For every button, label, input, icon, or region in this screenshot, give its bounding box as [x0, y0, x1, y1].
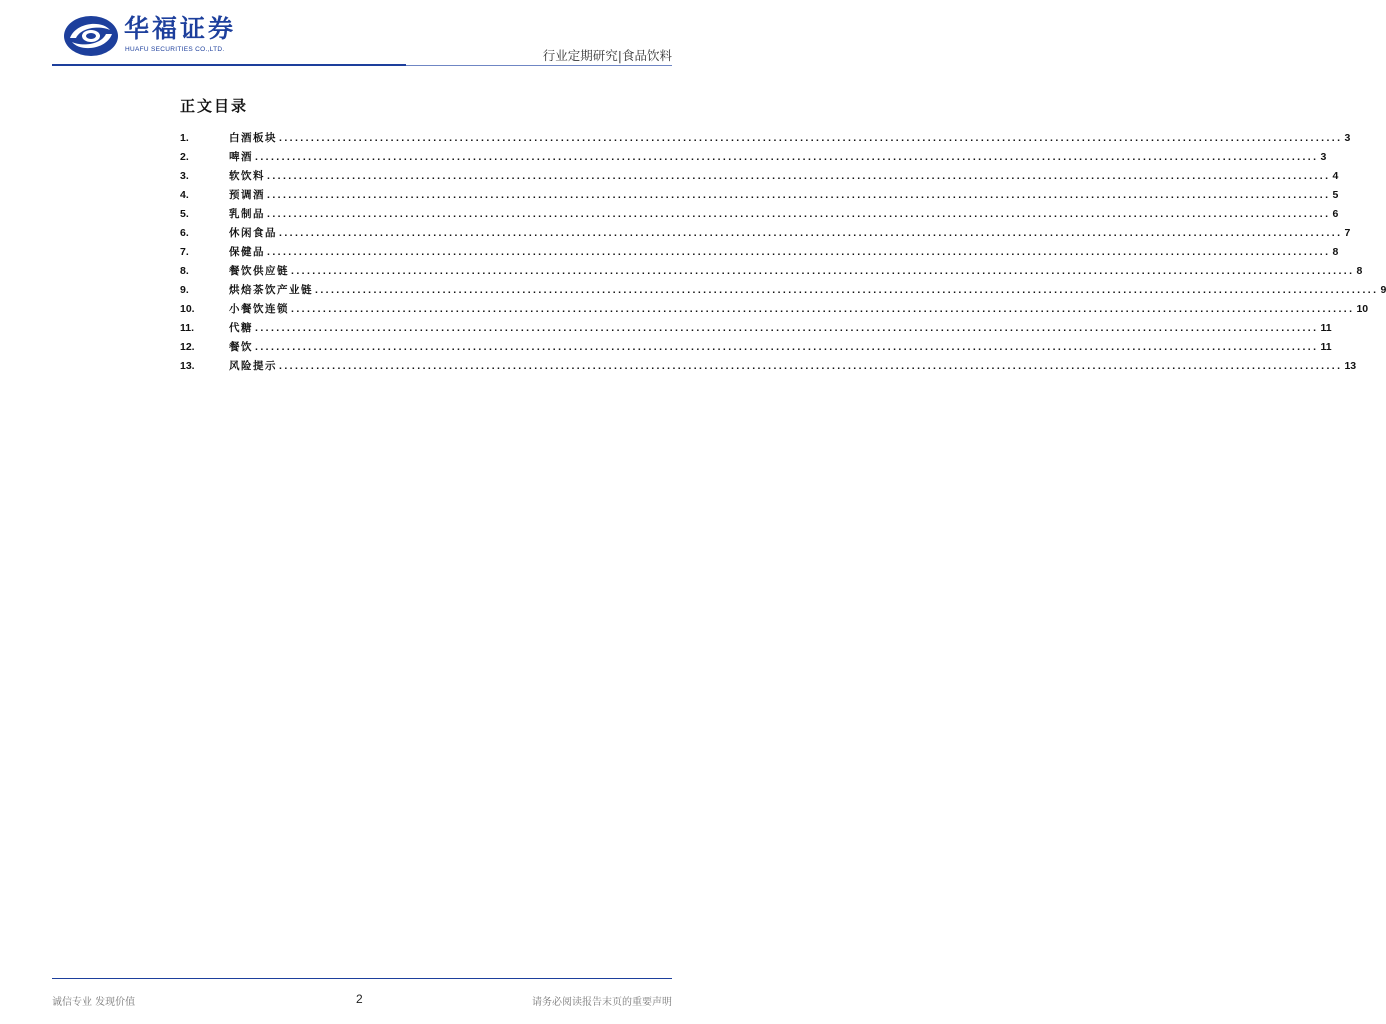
toc-entry-page: 10	[1356, 303, 1369, 315]
toc-entry-label: 保健品	[229, 246, 265, 258]
toc-entry-label: 风险提示	[229, 360, 277, 372]
toc-entry-label: 白酒板块	[229, 132, 277, 144]
page-header	[0, 0, 724, 70]
toc-entry[interactable]	[180, 167, 1339, 186]
toc-entry[interactable]	[180, 338, 1332, 357]
toc-entry-number: 1.	[180, 132, 189, 144]
toc-entry[interactable]	[180, 357, 1357, 376]
toc-entry-page: 8	[1356, 265, 1363, 277]
toc-entry-label: 代糖	[229, 322, 253, 334]
toc-entry[interactable]	[180, 224, 1351, 243]
toc-list	[180, 129, 1386, 376]
toc-entry-label: 餐饮	[229, 341, 253, 353]
toc-entry-page: 5	[1332, 189, 1339, 201]
toc-entry-page: 7	[1344, 227, 1351, 239]
toc-dot-leader: ........................................................................................................................................................................................................	[267, 246, 1331, 258]
toc-dot-leader: ........................................................................................................................................................................................................	[255, 151, 1319, 163]
logo-english-name: HUAFU SECURITIES CO.,LTD.	[125, 46, 225, 53]
toc-entry-page: 11	[1320, 341, 1332, 353]
table-of-contents	[180, 96, 1386, 376]
toc-entry-page: 8	[1332, 246, 1339, 258]
toc-dot-leader: ........................................................................................................................................................................................................	[255, 341, 1319, 353]
logo-chinese-name: 华福证券	[124, 14, 237, 43]
toc-entry-number: 13.	[180, 360, 195, 372]
toc-entry-number: 3.	[180, 170, 189, 182]
toc-entry-number: 11.	[180, 322, 195, 334]
toc-entry-number: 8.	[180, 265, 189, 277]
report-type: 行业定期研究|食品饮料	[542, 48, 672, 63]
toc-dot-leader: ........................................................................................................................................................................................................	[267, 189, 1331, 201]
toc-entry-number: 6.	[180, 227, 189, 239]
toc-entry-page: 6	[1332, 208, 1339, 220]
toc-entry-label: 烘焙茶饮产业链	[229, 284, 313, 296]
toc-dot-leader: ........................................................................................................................................................................................................	[291, 265, 1355, 277]
toc-entry-number: 10.	[180, 303, 195, 315]
huafu-logo-icon	[62, 14, 120, 58]
toc-entry[interactable]	[180, 186, 1339, 205]
toc-entry-number: 4.	[180, 189, 189, 201]
toc-entry-page: 3	[1344, 132, 1351, 144]
toc-dot-leader: ........................................................................................................................................................................................................	[279, 132, 1343, 144]
toc-entry-page: 4	[1332, 170, 1339, 182]
toc-entry-label: 乳制品	[229, 208, 265, 220]
footer-slogan: 诚信专业 发现价值	[52, 997, 136, 1008]
toc-dot-leader: ........................................................................................................................................................................................................	[267, 170, 1331, 182]
toc-dot-leader: ........................................................................................................................................................................................................	[279, 360, 1343, 372]
toc-entry-number: 7.	[180, 246, 189, 258]
toc-entry-label: 预调酒	[229, 189, 265, 201]
toc-entry-page: 13	[1344, 360, 1357, 372]
toc-entry[interactable]	[180, 205, 1339, 224]
toc-entry[interactable]	[180, 243, 1339, 262]
toc-entry[interactable]	[180, 262, 1363, 281]
toc-entry[interactable]	[180, 319, 1332, 338]
toc-dot-leader: ........................................................................................................................................................................................................	[315, 284, 1379, 296]
toc-dot-leader: ........................................................................................................................................................................................................	[255, 322, 1319, 334]
toc-title: 正文目录	[180, 97, 249, 115]
toc-entry-page: 3	[1320, 151, 1327, 163]
toc-entry[interactable]	[180, 129, 1351, 148]
toc-entry-label: 餐饮供应链	[229, 265, 289, 277]
toc-dot-leader: ........................................................................................................................................................................................................	[267, 208, 1331, 220]
toc-entry-number: 12.	[180, 341, 195, 353]
toc-entry-label: 小餐饮连锁	[229, 303, 289, 315]
footer-disclaimer: 请务必阅读报告末页的重要声明	[532, 997, 672, 1008]
toc-entry-page: 9	[1380, 284, 1386, 296]
header-divider-accent	[52, 64, 406, 66]
toc-dot-leader: ........................................................................................................................................................................................................	[291, 303, 1355, 315]
toc-entry-number: 9.	[180, 284, 189, 296]
toc-entry-number: 2.	[180, 151, 189, 163]
toc-entry-number: 5.	[180, 208, 189, 220]
toc-entry-label: 软饮料	[229, 170, 265, 182]
toc-entry[interactable]	[180, 148, 1327, 167]
footer-divider	[52, 978, 672, 979]
toc-entry-page: 11	[1320, 322, 1332, 334]
toc-entry[interactable]	[180, 281, 1386, 300]
toc-entry-label: 啤酒	[229, 151, 253, 163]
toc-dot-leader: ........................................................................................................................................................................................................	[279, 227, 1343, 239]
toc-entry-label: 休闲食品	[229, 227, 277, 239]
page-number: 2	[356, 992, 363, 1006]
toc-entry[interactable]	[180, 300, 1369, 319]
